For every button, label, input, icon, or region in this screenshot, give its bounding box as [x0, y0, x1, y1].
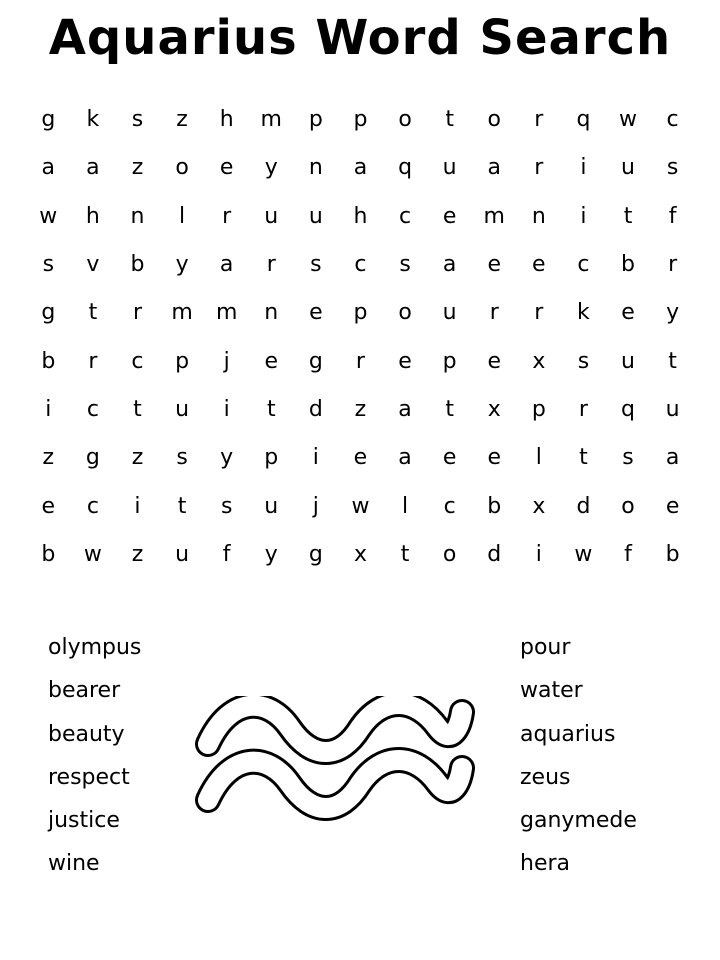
grid-letter: t: [400, 541, 410, 567]
grid-letter: v: [86, 252, 100, 278]
grid-letter: e: [621, 300, 635, 326]
grid-letter: u: [621, 155, 635, 181]
grid-letter: g: [41, 107, 56, 133]
grid-letter: u: [308, 203, 323, 229]
word-list-item: water: [520, 678, 583, 704]
grid-letter: a: [665, 445, 680, 471]
word-list-left: [48, 630, 141, 890]
grid-letter: u: [175, 396, 190, 422]
grid-letter: k: [577, 300, 590, 326]
grid-letter: h: [353, 203, 368, 229]
word-list-item: pour: [520, 635, 571, 660]
grid-letter: d: [308, 396, 323, 422]
grid-letter: s: [42, 252, 55, 278]
grid-letter: w: [39, 203, 58, 229]
grid-letter: z: [176, 107, 188, 133]
grid-letter: e: [532, 252, 546, 278]
word-list-item: respect: [48, 764, 130, 790]
grid-letter: e: [219, 155, 234, 181]
grid-letter: b: [130, 252, 145, 278]
word-list-item: olympus: [48, 635, 142, 660]
grid-letter: a: [86, 155, 100, 181]
grid-letter: u: [621, 348, 635, 374]
grid-letter: q: [621, 396, 635, 422]
grid-letter: w: [619, 107, 638, 133]
grid-letter: c: [666, 107, 679, 133]
grid-letter: g: [308, 348, 323, 374]
grid-letter: o: [175, 155, 189, 181]
word-list-item: justice: [48, 808, 120, 834]
grid-letter: c: [354, 252, 367, 278]
grid-letter: s: [220, 493, 233, 519]
grid-letter: k: [86, 107, 100, 133]
grid-letter: p: [353, 107, 368, 133]
grid-letter: r: [355, 348, 365, 374]
grid-letter: f: [624, 541, 632, 567]
grid-letter: s: [399, 252, 411, 278]
grid-letter: e: [442, 203, 457, 229]
grid-letter: r: [534, 155, 544, 181]
grid-letter: s: [622, 445, 634, 471]
grid-letter: y: [175, 252, 189, 278]
grid-letter: t: [445, 107, 454, 133]
grid-letter: a: [398, 396, 412, 422]
grid-letter: i: [134, 493, 141, 519]
grid-letter: e: [41, 493, 56, 519]
grid-letter: f: [222, 541, 231, 567]
grid-letter: m: [260, 107, 282, 133]
grid-letter: a: [398, 445, 412, 471]
grid-letter: t: [445, 396, 454, 422]
aquarius-zodiac-symbol-icon: [190, 696, 480, 830]
grid-letter: z: [131, 445, 144, 471]
grid-letter: e: [487, 445, 501, 471]
grid-letter: g: [85, 445, 100, 471]
grid-letter: d: [487, 541, 502, 567]
word-list-item: ganymede: [520, 808, 637, 834]
grid-letter: c: [398, 203, 412, 229]
grid-letter: y: [264, 541, 278, 567]
grid-letter: a: [41, 155, 56, 181]
grid-letter: o: [621, 493, 635, 519]
grid-letter: o: [487, 107, 501, 133]
grid-letter: t: [623, 203, 633, 229]
grid-letter: y: [666, 300, 680, 326]
grid-letter: a: [219, 252, 234, 278]
grid-letter: u: [264, 493, 279, 519]
grid-letter: t: [177, 493, 187, 519]
grid-letter: e: [487, 348, 501, 374]
grid-letter: l: [401, 493, 409, 519]
grid-letter: f: [668, 203, 677, 229]
grid-letter: x: [487, 396, 501, 422]
grid-letter: m: [483, 203, 505, 229]
grid-letter: s: [577, 348, 590, 374]
word-list-item: bearer: [48, 678, 121, 704]
grid-letter: p: [531, 396, 546, 422]
grid-letter: o: [442, 541, 457, 567]
grid-letter: r: [88, 348, 98, 374]
grid-letter: w: [83, 541, 102, 567]
grid-letter: m: [215, 300, 238, 326]
grid-letter: h: [85, 203, 100, 229]
grid-letter: z: [131, 541, 144, 567]
page-title: Aquarius Word Search: [48, 10, 672, 66]
grid-letter: y: [264, 155, 278, 181]
grid-letter: o: [398, 300, 412, 326]
grid-letter: s: [176, 445, 188, 471]
word-list-item: aquarius: [520, 721, 616, 747]
word-list-right: [520, 630, 637, 890]
grid-letter: i: [223, 396, 230, 422]
grid-letter: r: [266, 252, 276, 278]
grid-letter: e: [487, 252, 501, 278]
grid-letter: r: [222, 203, 232, 229]
grid-letter: t: [266, 396, 276, 422]
grid-letter: y: [220, 445, 234, 471]
grid-letter: r: [534, 300, 544, 326]
grid-letter: e: [665, 493, 680, 519]
grid-letter: q: [576, 107, 591, 133]
grid-letter: b: [41, 541, 56, 567]
grid-letter: p: [308, 107, 323, 133]
grid-letter: x: [532, 493, 546, 519]
grid-letter: t: [668, 348, 677, 374]
grid-letter: u: [442, 300, 457, 326]
grid-letter: i: [580, 203, 587, 229]
grid-letter: c: [131, 348, 144, 374]
grid-letter: a: [442, 252, 457, 278]
grid-letter: d: [576, 493, 591, 519]
grid-letter: l: [535, 445, 542, 471]
word-list-item: zeus: [520, 764, 571, 790]
grid-letter: n: [264, 300, 279, 326]
grid-letter: j: [312, 493, 319, 519]
grid-letter: p: [264, 445, 279, 471]
grid-letter: t: [88, 300, 98, 326]
grid-letter: c: [577, 252, 590, 278]
grid-letter: s: [666, 155, 679, 181]
grid-letter: h: [219, 107, 234, 133]
grid-letter: n: [130, 203, 145, 229]
grid-letter: w: [351, 493, 370, 519]
grid-letter: r: [489, 300, 499, 326]
grid-letter: b: [487, 493, 502, 519]
grid-letter: b: [621, 252, 635, 278]
grid-letter: z: [131, 155, 144, 181]
word-list-item: wine: [48, 851, 100, 877]
grid-letter: i: [535, 541, 542, 567]
grid-letter: e: [398, 348, 412, 374]
grid-letter: s: [131, 107, 144, 133]
grid-letter: a: [487, 155, 501, 181]
grid-letter: s: [310, 252, 322, 278]
grid-letter: p: [175, 348, 190, 374]
grid-letter: b: [41, 348, 56, 374]
grid-letter: e: [309, 300, 323, 326]
grid-letter: a: [353, 155, 368, 181]
grid-letter: b: [665, 541, 680, 567]
grid-letter: t: [133, 396, 142, 422]
letter-grid: [26, 96, 695, 579]
grid-letter: c: [443, 493, 456, 519]
grid-letter: r: [132, 300, 142, 326]
grid-letter: u: [442, 155, 457, 181]
grid-letter: j: [223, 348, 230, 374]
grid-letter: q: [398, 155, 413, 181]
grid-letter: r: [578, 396, 588, 422]
grid-letter: i: [312, 445, 319, 471]
grid-letter: x: [532, 348, 546, 374]
grid-letter: n: [531, 203, 546, 229]
grid-letter: e: [264, 348, 279, 374]
grid-letter: m: [171, 300, 193, 326]
grid-letter: l: [179, 203, 186, 229]
grid-letter: r: [668, 252, 678, 278]
grid-letter: e: [442, 445, 457, 471]
word-list-item: beauty: [48, 721, 125, 747]
grid-letter: i: [580, 155, 587, 181]
grid-letter: i: [45, 396, 52, 422]
grid-letter: r: [534, 107, 544, 133]
grid-letter: u: [175, 541, 190, 567]
grid-letter: e: [353, 445, 368, 471]
grid-letter: w: [574, 541, 593, 567]
grid-letter: g: [308, 541, 323, 567]
grid-letter: u: [264, 203, 279, 229]
grid-letter: p: [442, 348, 457, 374]
grid-letter: t: [579, 445, 588, 471]
grid-letter: p: [353, 300, 368, 326]
grid-letter: z: [42, 445, 55, 471]
grid-letter: x: [353, 541, 367, 567]
grid-letter: o: [398, 107, 412, 133]
grid-letter: z: [354, 396, 367, 422]
grid-letter: c: [86, 493, 99, 519]
grid-letter: c: [86, 396, 99, 422]
grid-letter: u: [665, 396, 680, 422]
grid-letter: g: [41, 300, 56, 326]
word-list-item: hera: [520, 851, 571, 877]
grid-letter: n: [308, 155, 323, 181]
